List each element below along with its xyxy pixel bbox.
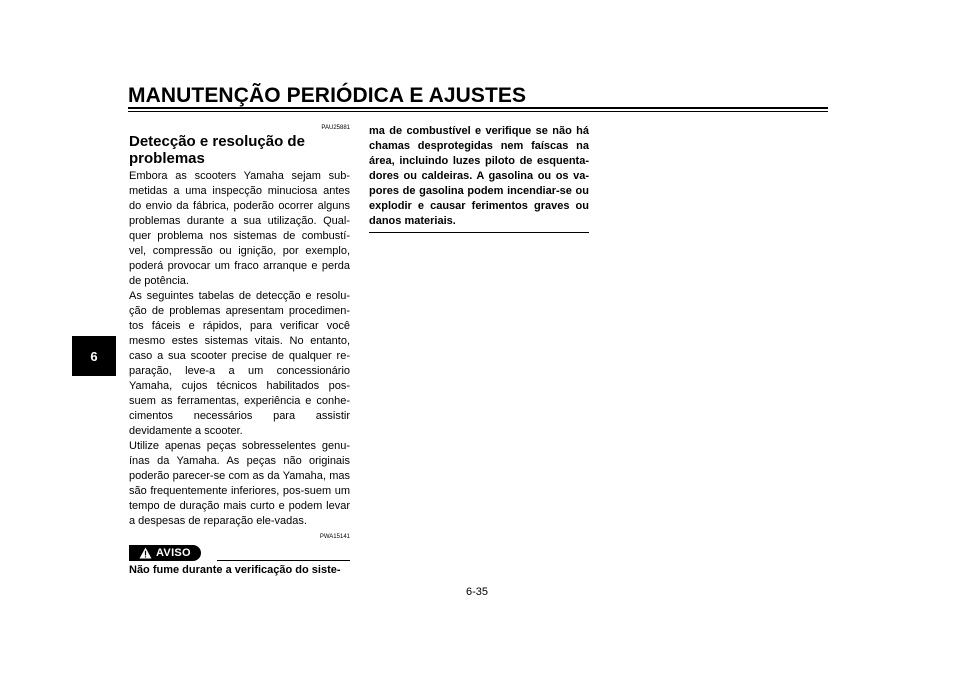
section-code: PAU25881	[321, 125, 350, 131]
paragraph-2: As seguintes tabelas de detecção e resolu-ção de problemas apresentam procedimen-tos fáceis e rápidos, para verificar você mesmo estes sistemas vitais. No entanto, caso a sua scooter precise de qualquer re-paração, leve-a a um concessionário Yamaha, cujos técnicos habilitados pos-suem as ferramentas, experiência e conhe-cimentos necessários para assistir devidamente a scooter.	[129, 290, 350, 437]
warning-header	[129, 545, 350, 563]
section-title: Detecção e resolução de problemas	[129, 133, 305, 167]
warning-text-continued: ma de combustível e verifique se não há chamas desprotegidas nem faíscas na área, incluindo luzes piloto de esquenta-dores ou caldeiras. A gasolina ou os va-pores de gasolina podem incendiar-se ou explodir e causar ferimentos graves ou danos materiais.	[369, 125, 589, 227]
aviso-badge	[129, 545, 201, 561]
warning-code: PWA15141	[319, 534, 350, 540]
warning-triangle-icon	[139, 547, 152, 559]
chapter-tab	[72, 336, 116, 376]
aviso-label: AVISO	[156, 546, 191, 559]
left-column	[129, 124, 350, 578]
page-header-title: MANUTENÇÃO PERIÓDICA E AJUSTES	[128, 84, 527, 107]
header-rule-thick	[128, 107, 828, 109]
paragraph-3: Utilize apenas peças sobresselentes genu-ínas da Yamaha. As peças não originais poderão parecer-se com as da Yamaha, mas são frequentemente inferiores, pos-suem um tempo de duração mais curto e podem levar a despesas de reparação ele-vadas.	[129, 440, 350, 527]
warning-header-line	[217, 560, 350, 561]
chapter-number: 6	[90, 348, 98, 364]
header-rule-thin	[128, 111, 828, 112]
page-number: 6-35	[466, 586, 489, 598]
warning-end-rule	[369, 232, 589, 233]
paragraph-1: Embora as scooters Yamaha sejam sub-metidas a uma inspecção minuciosa antes do envio da fábrica, poderão ocorrer alguns problemas durante a sua utilização. Qual-quer problema nos sistemas de combustí-vel, compressão ou ignição, por exemplo, poderá provocar um fraco arranque e perda de potência.	[129, 170, 350, 287]
warning-text-start: Não fume durante a verificação do siste-	[129, 564, 341, 576]
middle-column	[369, 124, 589, 233]
